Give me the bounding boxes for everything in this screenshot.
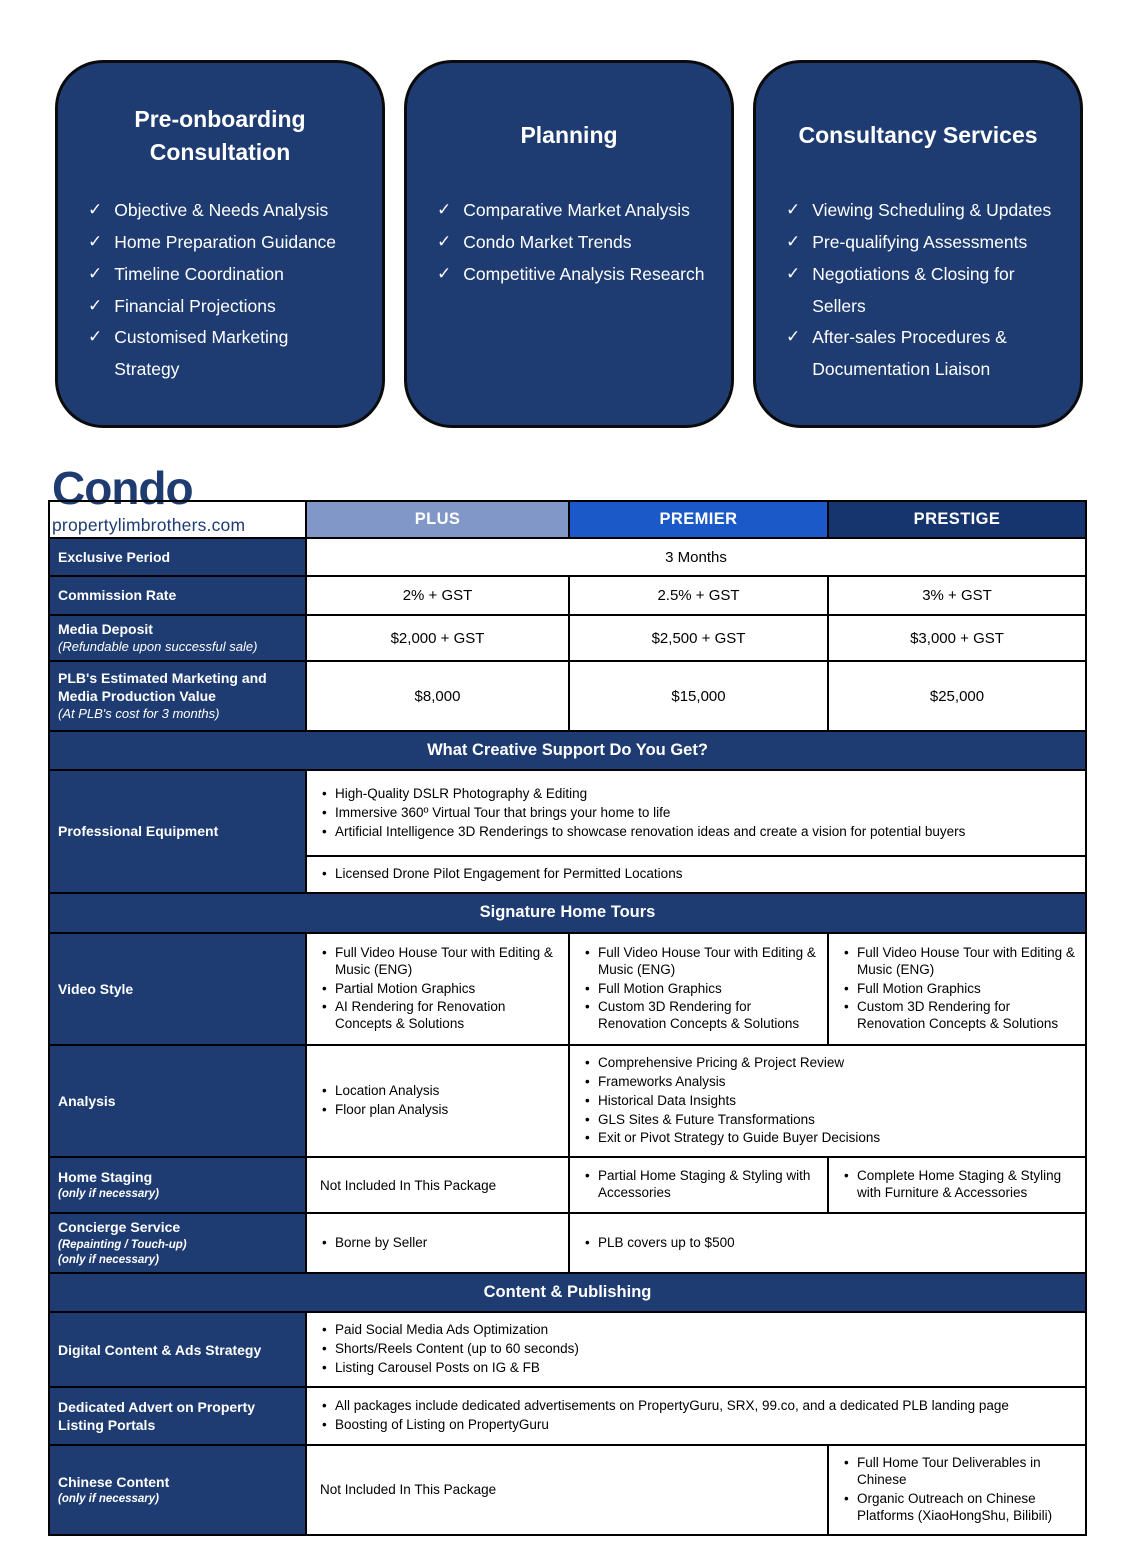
bullet-list xyxy=(308,1075,567,1127)
bullet-item: • Historical Data Insights xyxy=(585,1093,1078,1110)
table-row-section-content xyxy=(49,1273,1086,1312)
bullet-item: • Location Analysis xyxy=(322,1083,561,1100)
cell-chinese-content-prestige xyxy=(828,1445,1086,1535)
bullet-item: • Immersive 360º Virtual Tour that brings your home to life xyxy=(322,805,1078,822)
list-item-label: Comparative Market Analysis xyxy=(463,200,690,220)
bullet-item: • Licensed Drone Pilot Engagement for Permitted Locations xyxy=(322,866,1078,883)
bullet-item: • Organic Outreach on Chinese Platforms (XiaoHongShu, Bilibili) xyxy=(844,1491,1078,1525)
logo-title: Condo xyxy=(52,462,193,514)
cell-home-staging-premier xyxy=(569,1157,828,1213)
list-item-label: Customised Marketing Strategy xyxy=(114,327,289,380)
row-label-note: (At PLB's cost for 3 months) xyxy=(58,706,220,722)
bullet-item: • Artificial Intelligence 3D Renderings to showcase renovation ideas and create a vision for potential buyers xyxy=(322,824,1078,841)
row-label-title: PLB's Estimated Marketing and Media Production Value xyxy=(58,669,267,705)
row-label-marketing-value xyxy=(49,661,306,731)
bullet-list xyxy=(830,937,1084,1041)
bullet-item: • All packages include dedicated advertisements on PropertyGuru, SRX, 99.co, and a dedicated PLB landing page xyxy=(322,1398,1078,1415)
list-item xyxy=(88,259,358,291)
cell-marketing-value-premier: $15,000 xyxy=(569,661,828,731)
bullet-item: • AI Rendering for Renovation Concepts & Solutions xyxy=(322,999,561,1033)
bullet-list xyxy=(308,778,1084,849)
bullet-item: • Custom 3D Rendering for Renovation Concepts & Solutions xyxy=(844,999,1078,1033)
table-row-exclusive-period xyxy=(49,538,1086,576)
row-label-exclusive-period: Exclusive Period xyxy=(49,538,306,576)
check-icon: ✓ xyxy=(88,327,103,347)
list-item xyxy=(786,227,1056,259)
table-row-professional-equipment xyxy=(49,770,1086,856)
check-icon: ✓ xyxy=(88,231,103,251)
bullet-list xyxy=(571,937,826,1041)
row-label-commission-rate: Commission Rate xyxy=(49,576,306,615)
bullet-item: • Partial Home Staging & Styling with Accessories xyxy=(585,1168,820,1202)
table-row-commission-rate xyxy=(49,576,1086,615)
table-row-digital-content xyxy=(49,1312,1086,1387)
bullet-list xyxy=(830,1447,1084,1533)
column-header-premier: PREMIER xyxy=(569,501,828,538)
check-icon: ✓ xyxy=(786,231,801,251)
cell-analysis-premier-prestige xyxy=(569,1045,1086,1157)
bullet-item: • Full Video House Tour with Editing & Music (ENG) xyxy=(585,945,820,979)
list-item-label: Viewing Scheduling & Updates xyxy=(812,200,1052,220)
bullet-list xyxy=(308,1390,1084,1442)
check-icon: ✓ xyxy=(437,263,452,283)
bullet-list xyxy=(308,858,1084,891)
row-label-note: (only if necessary) xyxy=(58,1492,159,1505)
cell-chinese-content-plus-premier: Not Included In This Package xyxy=(306,1445,828,1535)
cell-digital-content-all xyxy=(306,1312,1086,1387)
bullet-item: • PLB covers up to $500 xyxy=(585,1235,1078,1252)
table-row-concierge-service xyxy=(49,1213,1086,1273)
bullet-list xyxy=(308,937,567,1041)
card-consultancy-services xyxy=(753,60,1083,428)
cell-concierge-premier-prestige xyxy=(569,1213,1086,1273)
list-item-label: After-sales Procedures & Documentation Liaison xyxy=(812,327,1007,380)
cell-analysis-plus xyxy=(306,1045,569,1157)
column-header-plus: PLUS xyxy=(306,501,569,538)
table-row-chinese-content xyxy=(49,1445,1086,1535)
row-label-chinese-content xyxy=(49,1445,306,1535)
check-icon: ✓ xyxy=(437,231,452,251)
table-row-section-tours xyxy=(49,893,1086,933)
cell-commission-premier: 2.5% + GST xyxy=(569,576,828,615)
bullet-item: • Custom 3D Rendering for Renovation Concepts & Solutions xyxy=(585,999,820,1033)
bullet-list xyxy=(830,1160,1084,1210)
row-label-professional-equipment: Professional Equipment xyxy=(49,770,306,893)
card-planning xyxy=(404,60,734,428)
table-row-marketing-value xyxy=(49,661,1086,731)
header-spacer-cell xyxy=(49,501,306,538)
bullet-item: • Borne by Seller xyxy=(322,1235,561,1252)
table-row-section-creative xyxy=(49,731,1086,770)
check-icon: ✓ xyxy=(437,200,452,219)
list-item xyxy=(437,259,707,291)
cell-drone-all xyxy=(306,856,1086,893)
cell-marketing-value-prestige: $25,000 xyxy=(828,661,1086,731)
cell-home-staging-prestige xyxy=(828,1157,1086,1213)
cell-dedicated-advert-all xyxy=(306,1387,1086,1445)
bullet-item: • Complete Home Staging & Styling with Furniture & Accessories xyxy=(844,1168,1078,1202)
row-label-home-staging xyxy=(49,1157,306,1213)
bullet-item: • Full Home Tour Deliverables in Chinese xyxy=(844,1455,1078,1489)
bullet-list xyxy=(571,1227,1084,1260)
cell-video-style-plus xyxy=(306,933,569,1045)
bullet-list xyxy=(571,1047,1084,1155)
bullet-item: • High-Quality DSLR Photography & Editing xyxy=(322,786,1078,803)
logo-website: propertylimbrothers.com xyxy=(52,515,246,536)
list-item-label: Condo Market Trends xyxy=(463,231,632,252)
row-label-video-style: Video Style xyxy=(49,933,306,1045)
cell-video-style-premier xyxy=(569,933,828,1045)
package-comparison-table xyxy=(48,500,1087,1536)
bullet-item: • Full Motion Graphics xyxy=(585,981,820,998)
section-header-creative-support: What Creative Support Do You Get? xyxy=(49,731,1086,770)
list-item xyxy=(437,227,707,259)
table-row-home-staging xyxy=(49,1157,1086,1213)
table-row-dedicated-advert xyxy=(49,1387,1086,1445)
list-item xyxy=(88,195,358,227)
row-label-title: Home Staging xyxy=(58,1169,153,1186)
row-label-title: Chinese Content xyxy=(58,1473,170,1490)
row-label-note: (Repainting / Touch-up) xyxy=(58,1238,187,1251)
list-item-label: Financial Projections xyxy=(114,295,276,316)
table-row-media-deposit xyxy=(49,615,1086,661)
list-item-label: Competitive Analysis Research xyxy=(463,263,705,284)
cell-commission-plus: 2% + GST xyxy=(306,576,569,615)
cell-concierge-plus xyxy=(306,1213,569,1273)
bullet-item: • GLS Sites & Future Transformations xyxy=(585,1112,1078,1129)
bullet-item: • Exit or Pivot Strategy to Guide Buyer Decisions xyxy=(585,1130,1078,1147)
section-header-signature-home-tours: Signature Home Tours xyxy=(49,893,1086,933)
cell-exclusive-period-all: 3 Months xyxy=(306,538,1086,576)
list-item-label: Pre-qualifying Assessments xyxy=(812,231,1028,252)
table-row-analysis xyxy=(49,1045,1086,1157)
row-label-note: (only if necessary) xyxy=(58,1254,159,1267)
cell-video-style-prestige xyxy=(828,933,1086,1045)
row-label-analysis: Analysis xyxy=(49,1045,306,1157)
list-item xyxy=(786,322,1056,386)
list-item xyxy=(437,195,707,227)
list-item xyxy=(786,195,1056,227)
table-row-headers xyxy=(49,501,1086,538)
bullet-item: • Shorts/Reels Content (up to 60 seconds) xyxy=(322,1341,1078,1358)
list-item xyxy=(88,291,358,323)
cell-media-deposit-prestige: $3,000 + GST xyxy=(828,615,1086,661)
card-title: Pre-onboarding Consultation xyxy=(134,105,306,165)
bullet-item: • Frameworks Analysis xyxy=(585,1074,1078,1091)
card-item-list xyxy=(786,195,1056,386)
card-title: Consultancy Services xyxy=(798,122,1038,149)
check-icon: ✓ xyxy=(88,295,103,315)
row-label-media-deposit xyxy=(49,615,306,661)
cell-media-deposit-premier: $2,500 + GST xyxy=(569,615,828,661)
cell-professional-equipment-all xyxy=(306,770,1086,856)
cell-home-staging-plus: Not Included In This Package xyxy=(306,1157,569,1213)
list-item-label: Home Preparation Guidance xyxy=(114,231,337,252)
card-item-list xyxy=(437,195,707,291)
column-header-prestige: PRESTIGE xyxy=(828,501,1086,538)
row-label-dedicated-advert: Dedicated Advert on Property Listing Portals xyxy=(49,1387,306,1445)
check-icon: ✓ xyxy=(786,263,801,283)
card-title: Planning xyxy=(520,122,618,149)
list-item-label: Objective & Needs Analysis xyxy=(114,200,329,220)
check-icon: ✓ xyxy=(88,200,103,219)
bullet-item: • Boosting of Listing on PropertyGuru xyxy=(322,1417,1078,1434)
bullet-item: • Full Motion Graphics xyxy=(844,981,1078,998)
card-item-list xyxy=(88,195,358,386)
bullet-item: • Full Video House Tour with Editing & Music (ENG) xyxy=(844,945,1078,979)
list-item-label: Timeline Coordination xyxy=(114,263,284,284)
check-icon: ✓ xyxy=(786,327,801,347)
row-label-title: Media Deposit xyxy=(58,621,153,637)
card-pre-onboarding-consultation xyxy=(55,60,385,428)
bullet-item: • Full Video House Tour with Editing & Music (ENG) xyxy=(322,945,561,979)
table-row-video-style xyxy=(49,933,1086,1045)
cell-marketing-value-plus: $8,000 xyxy=(306,661,569,731)
cell-media-deposit-plus: $2,000 + GST xyxy=(306,615,569,661)
row-label-note: (Refundable upon successful sale) xyxy=(58,639,258,655)
bullet-list xyxy=(308,1314,1084,1385)
check-icon: ✓ xyxy=(786,200,801,219)
row-label-note: (only if necessary) xyxy=(58,1188,159,1201)
list-item xyxy=(88,322,358,386)
list-item xyxy=(786,259,1056,323)
bullet-item: • Floor plan Analysis xyxy=(322,1102,561,1119)
bullet-list xyxy=(308,1227,567,1260)
bullet-item: • Paid Social Media Ads Optimization xyxy=(322,1322,1078,1339)
row-label-digital-content: Digital Content & Ads Strategy xyxy=(49,1312,306,1387)
bullet-list xyxy=(571,1160,826,1210)
cell-commission-prestige: 3% + GST xyxy=(828,576,1086,615)
row-label-title: Concierge Service xyxy=(58,1219,181,1236)
check-icon: ✓ xyxy=(88,263,103,283)
bullet-item: • Comprehensive Pricing & Project Review xyxy=(585,1055,1078,1072)
list-item xyxy=(88,227,358,259)
section-header-content-publishing: Content & Publishing xyxy=(49,1273,1086,1312)
bullet-item: • Listing Carousel Posts on IG & FB xyxy=(322,1360,1078,1377)
bullet-item: • Partial Motion Graphics xyxy=(322,981,561,998)
list-item-label: Negotiations & Closing for Sellers xyxy=(812,263,1015,316)
row-label-concierge-service xyxy=(49,1213,306,1273)
